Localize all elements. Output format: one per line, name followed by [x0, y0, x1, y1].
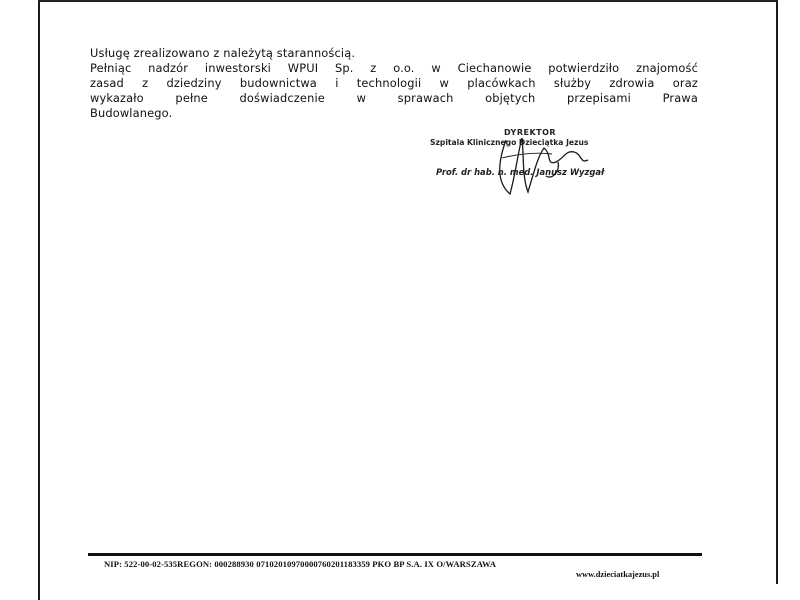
handwritten-signature	[488, 132, 598, 198]
footer-website: www.dzieciatkajezus.pl	[576, 570, 660, 579]
scan-border-top	[38, 0, 778, 2]
letter-body	[90, 46, 698, 121]
scan-border-left	[38, 0, 40, 600]
paragraph-line-2: zasad z dziedziny budownictwa i technologii w placówkach służby zdrowia oraz	[90, 76, 698, 90]
director-stamp	[430, 128, 660, 198]
service-completed-sentence: Usługę zrealizowano z należytą starannością.	[90, 46, 356, 60]
stamp-director-name: Prof. dr hab. n. med. Janusz Wyzgał	[436, 167, 605, 177]
stamp-hospital-name: Szpitala Klinicznego Dzieciątka Jezus	[430, 138, 589, 147]
stamp-title: DYREKTOR	[504, 128, 557, 137]
paragraph-line-3: wykazało pełne doświadczenie w sprawach objętych przepisami Prawa	[90, 91, 698, 105]
scan-border-right	[776, 0, 778, 584]
footer-divider	[88, 553, 702, 556]
paragraph-line-1: Pełniąc nadzór inwestorski WPUI Sp. z o.o. w Ciechanowie potwierdziło znajomość	[90, 61, 698, 75]
footer-registry-info: NIP: 522-00-02-535REGON: 000288930 07102010970000760201183359 PKO BP S.A. IX O/WARSZAWA	[104, 559, 497, 569]
paragraph-line-4: Budowlanego.	[90, 106, 173, 120]
